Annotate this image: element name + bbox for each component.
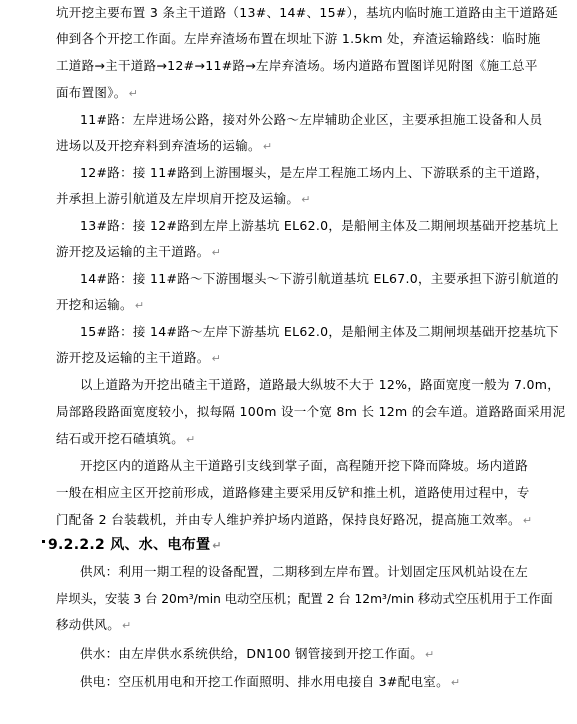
text-line: 开挖区内的道路从主干道路引支线到掌子面，高程随开挖下降而降坡。场内道路 bbox=[80, 458, 529, 473]
text-line: 游开挖及运输的主干道路。 ↵ bbox=[56, 350, 222, 365]
text-line: 结石或开挖石碴填筑。 ↵ bbox=[56, 431, 196, 446]
paragraph-mark: ↵ bbox=[186, 433, 196, 446]
text-line: 供风：利用一期工程的设备配置，二期移到左岸布置。计划固定压风机站设在左 bbox=[80, 564, 529, 579]
heading-bullet bbox=[42, 540, 45, 543]
paragraph-mark: ↵ bbox=[301, 193, 311, 206]
text-line: 工道路→主干道路→12#→11#路→左岸弃渣场。场内道路布置图详见附图《施工总平 bbox=[56, 58, 538, 73]
text-line: 并承担上游引航道及左岸坝肩开挖及运输。 ↵ bbox=[56, 191, 311, 206]
paragraph-mark: ↵ bbox=[122, 619, 132, 632]
paragraph-mark: ↵ bbox=[211, 246, 222, 259]
text-line: 11#路：左岸进场公路，接对外公路～左岸辅助企业区，主要承担施工设备和人员 bbox=[80, 112, 543, 127]
text-line: 13#路：接 12#路到左岸上游基坑 EL62.0，是船闸主体及二期闸坝基础开挖基坑上 bbox=[80, 218, 559, 233]
text-line: 供水：由左岸供水系统供给，DN100 钢管接到开挖工作面。 ↵ bbox=[80, 646, 435, 661]
text-line: 面布置图》。 ↵ bbox=[56, 85, 139, 100]
paragraph-mark: ↵ bbox=[425, 648, 435, 661]
text-line: 游开挖及运输的主干道路。 ↵ bbox=[56, 244, 222, 259]
text-line: 移动供风。 ↵ bbox=[56, 617, 132, 632]
paragraph-mark: ↵ bbox=[262, 140, 273, 153]
text-line: 岸坝头，安装 3 台 20m³/min 电动空压机；配置 2 台 12m³/min 移动式空压机用于工作面 bbox=[56, 592, 553, 606]
text-line: 门配备 2 台装载机，并由专人维护养护场内道路，保持良好路况，提高施工效率。 ↵ bbox=[56, 512, 533, 527]
text-line: 进场以及开挖弃料到弃渣场的运输。 ↵ bbox=[56, 138, 273, 153]
text-line: 供电：空压机用电和开挖工作面照明、排水用电接自 3#配电室。 ↵ bbox=[80, 674, 461, 689]
paragraph-mark: ↵ bbox=[450, 676, 461, 689]
paragraph-mark: ↵ bbox=[211, 352, 222, 365]
text-line: 15#路：接 14#路～左岸下游基坑 EL62.0，是船闸主体及二期闸坝基础开挖基坑下 bbox=[80, 324, 559, 339]
text-line: 局部路段路面宽度较小，拟每隔 100m 设一个宽 8m 长 12m 的会车道。道路路面采用泥 bbox=[56, 404, 566, 419]
section-heading: 9.2.2.2 风、水、电布置 ↵ bbox=[48, 537, 222, 553]
text-line: 12#路：接 11#路到上游围堰头，是左岸工程施工场内上、下游联系的主干道路， bbox=[80, 165, 549, 180]
text-line: 开挖和运输。 ↵ bbox=[56, 297, 145, 312]
text-line: 14#路：接 11#路～下游围堰头～下游引航道基坑 EL67.0，主要承担下游引航道的 bbox=[80, 271, 559, 286]
paragraph-mark: ↵ bbox=[522, 514, 533, 527]
text-line: 坑开挖主要布置 3 条主干道路（13#、14#、15#），基坑内临时施工道路由主干道路延 bbox=[56, 5, 558, 20]
paragraph-mark: ↵ bbox=[212, 539, 222, 552]
paragraph-mark: ↵ bbox=[128, 87, 139, 100]
text-line: 伸到各个开挖工作面。左岸弃渣场布置在坝址下游 1.5km 处，弃渣运输路线：临时施 bbox=[56, 31, 541, 46]
text-line: 以上道路为开挖出碴主干道路，道路最大纵坡不大于 12%，路面宽度一般为 7.0m， bbox=[80, 377, 561, 392]
paragraph-mark: ↵ bbox=[134, 299, 145, 312]
text-line: 一般在相应主区开挖前形成，道路修建主要采用反铲和推土机，道路使用过程中，专 bbox=[56, 485, 530, 500]
